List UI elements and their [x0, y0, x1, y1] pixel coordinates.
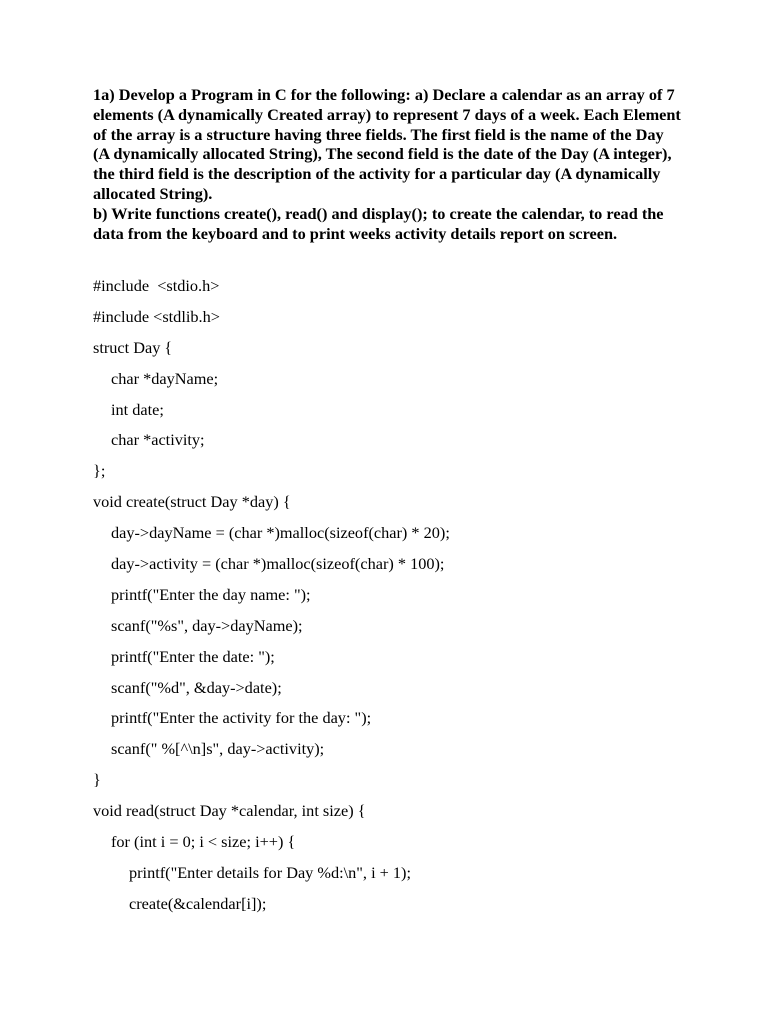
code-line: struct Day {: [93, 337, 173, 357]
code-line: printf("Enter the day name: ");: [111, 584, 311, 604]
code-line: scanf("%s", day->dayName);: [111, 615, 303, 635]
code-line: int date;: [111, 399, 164, 419]
code-line: void create(struct Day *day) {: [93, 492, 291, 512]
code-line: void read(struct Day *calendar, int size) {: [93, 801, 366, 821]
code-line: char *activity;: [111, 430, 205, 450]
code-line: scanf(" %[^\n]s", day->activity);: [111, 739, 325, 759]
problem-statement: [93, 85, 683, 243]
code-listing: [93, 275, 713, 924]
code-line: create(&calendar[i]);: [129, 893, 267, 913]
code-line: day->activity = (char *)malloc(sizeof(char) * 100);: [111, 554, 445, 574]
code-line: char *dayName;: [111, 368, 219, 388]
code-line: for (int i = 0; i < size; i++) {: [111, 832, 296, 852]
problem-part-b: b) Write functions create(), read() and display(); to create the calendar, to read the data from the keyboard and to print weeks activity details report on screen.: [93, 203, 664, 243]
code-line: printf("Enter details for Day %d:\n", i + 1);: [129, 862, 411, 882]
code-line: printf("Enter the date: ");: [111, 646, 275, 666]
code-line: };: [93, 461, 106, 481]
code-line: day->dayName = (char *)malloc(sizeof(char) * 20);: [111, 523, 450, 543]
code-line: }: [93, 770, 101, 790]
code-line: #include <stdio.h>: [93, 276, 220, 295]
code-line: scanf("%d", &day->date);: [111, 677, 282, 697]
code-line: printf("Enter the activity for the day: ");: [111, 708, 372, 728]
problem-part-a: 1a) Develop a Program in C for the following: a) Declare a calendar as an array of 7 elements (A dynamically Created array) to represent 7 days of a week. Each Element of the array is a structure having three fields. The first field is the name of the Day (A dynamically allocated String), The second field is the date of the Day (A integer), the third field is the description of the activity for a particular day (A dynamically allocated String).: [93, 85, 681, 203]
code-line: #include <stdlib.h>: [93, 306, 220, 326]
